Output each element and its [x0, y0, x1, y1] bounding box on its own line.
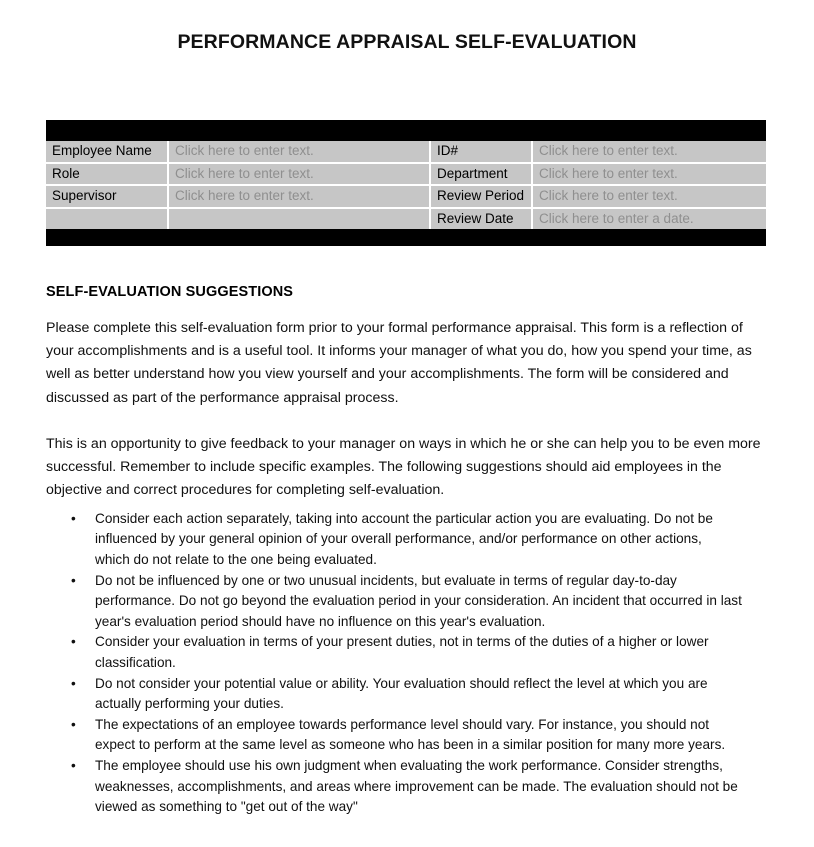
review-date-field[interactable]: Click here to enter a date.	[532, 208, 766, 230]
list-item	[68, 756, 748, 817]
table-row	[46, 163, 766, 186]
list-item	[68, 571, 748, 632]
supervisor-label: Supervisor	[46, 185, 168, 208]
bullet-marker-icon: •	[71, 572, 76, 588]
review-period-label: Review Period	[430, 185, 532, 208]
review-period-field[interactable]: Click here to enter text.	[532, 185, 766, 208]
table-bottom-rule	[46, 229, 766, 246]
table-row	[46, 185, 766, 208]
role-label: Role	[46, 163, 168, 186]
bullet-marker-icon: •	[71, 717, 76, 733]
bullet-marker-icon: •	[71, 675, 76, 691]
list-item-text: Consider each action separately, taking into account the particular action you are evaluating. Do not be influenced by your general opinion of your overall performance, and/or performance on other actions, which do not relate to the one being evaluated.	[95, 511, 713, 567]
list-item-text: Do not consider your potential value or ability. Your evaluation should reflect the level at which you are actually performing your duties.	[95, 675, 708, 712]
list-item-text: The expectations of an employee towards performance level should vary. For instance, you should not expect to perform at the same level as someone who has been in a similar position for many more years.	[95, 717, 726, 753]
list-item	[68, 509, 748, 570]
role-field[interactable]: Click here to enter text.	[168, 163, 430, 186]
table-top-rule	[46, 120, 766, 141]
bullet-marker-icon: •	[71, 634, 76, 650]
intro-paragraphs	[46, 317, 764, 525]
empty-value-cell	[168, 208, 430, 230]
list-item	[68, 674, 748, 715]
paragraph: Please complete this self-evaluation form prior to your formal performance appraisal. This form is a reflection of your accomplishments and is a useful tool. It informs your manager of what you do, how you spend your time, as well as better understand how you view yourself and your accomplishments. The form will be considered and discussed as part of the performance appraisal process.	[46, 320, 752, 406]
bullet-marker-icon: •	[71, 511, 76, 526]
employee-name-label: Employee Name	[46, 141, 168, 163]
employee-info-table	[46, 120, 766, 246]
list-item	[68, 632, 748, 673]
paragraph: This is an opportunity to give feedback to your manager on ways in which he or she can help you to be even more successful. Remember to include specific examples. The following suggestions should aid employees in the objective and correct procedures for completing self-evaluation.	[46, 435, 761, 499]
employee-name-field[interactable]: Click here to enter text.	[168, 141, 430, 163]
page-title: PERFORMANCE APPRAISAL SELF-EVALUATION	[177, 31, 637, 53]
table-row	[46, 208, 766, 230]
review-date-label: Review Date	[430, 208, 532, 230]
bullet-marker-icon: •	[71, 758, 76, 774]
department-field[interactable]: Click here to enter text.	[532, 163, 766, 186]
section-heading-self-evaluation-suggestions: SELF-EVALUATION SUGGESTIONS	[46, 284, 294, 300]
id-label: ID#	[430, 141, 532, 163]
empty-label-cell	[46, 208, 168, 230]
supervisor-field[interactable]: Click here to enter text.	[168, 185, 430, 208]
suggestions-bullet-list	[68, 509, 748, 818]
list-item-text: The employee should use his own judgment when evaluating the work performance. Consider strengths, weaknesses, accomplishments, and areas where improvement can be made. The evaluation should not be viewed as something to "get out of the way"	[95, 758, 738, 815]
employee-info-grid	[46, 141, 766, 229]
id-field[interactable]: Click here to enter text.	[532, 141, 766, 163]
list-item	[68, 715, 748, 756]
list-item-text: Consider your evaluation in terms of your present duties, not in terms of the duties of a higher or lower classification.	[95, 634, 709, 670]
list-item-text: Do not be influenced by one or two unusual incidents, but evaluate in terms of regular day-to-day performance. Do not go beyond the evaluation period in your consideration. An incident that occurred in last year's evaluation period should have no influence on this year's evaluation.	[95, 572, 742, 629]
table-row	[46, 141, 766, 163]
department-label: Department	[430, 163, 532, 186]
